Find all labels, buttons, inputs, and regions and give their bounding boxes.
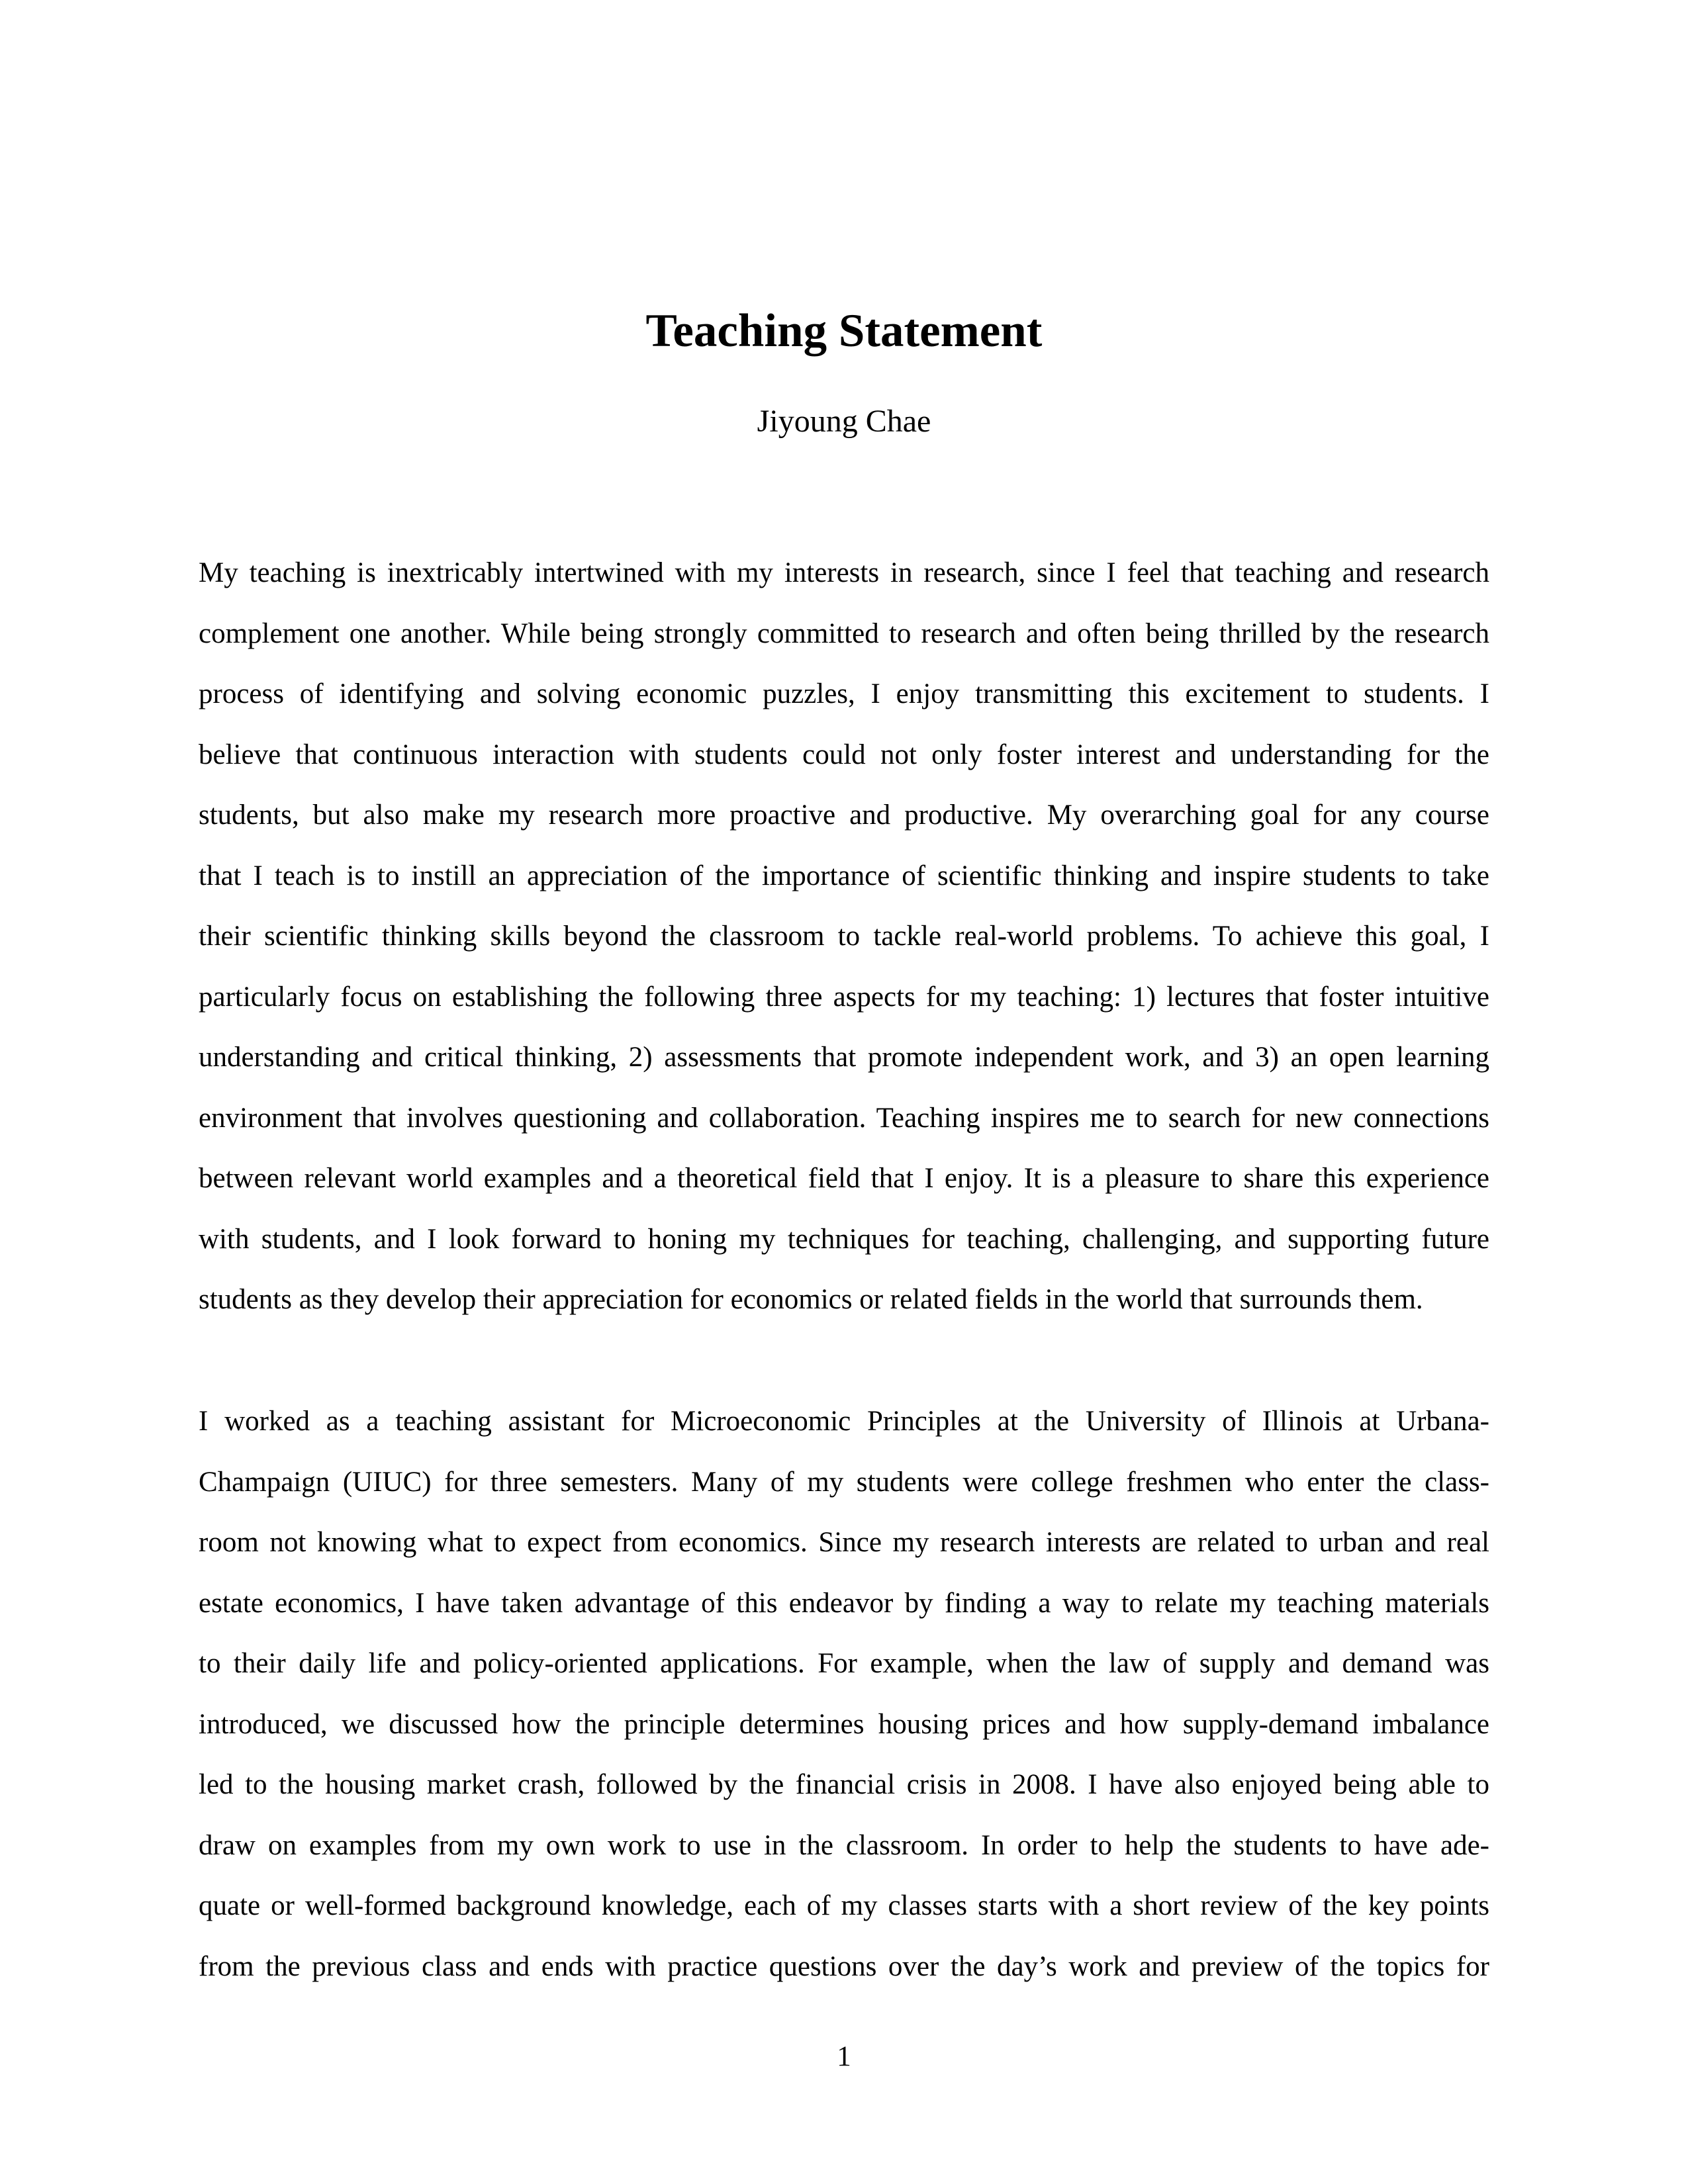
- text-line: estate economics, I have taken advantage of this endeavor by finding a way to relate my teaching materials: [199, 1587, 1489, 1619]
- text-line: Champaign (UIUC) for three semesters. Many of my students were college freshmen who enter the class-: [199, 1466, 1489, 1498]
- text-line: students as they develop their appreciation for economics or related fields in the world that surrounds them.: [199, 1284, 1423, 1315]
- document-title: Teaching Statement: [645, 305, 1043, 357]
- text-line: introduced, we discussed how the principle determines housing prices and how supply-demand imbalance: [199, 1708, 1489, 1740]
- text-line: their scientific thinking skills beyond the classroom to tackle real-world problems. To achieve this goal, I: [199, 921, 1489, 952]
- text-line: environment that involves questioning and collaboration. Teaching inspires me to search for new connections: [199, 1102, 1489, 1134]
- text-line: between relevant world examples and a theoretical field that I enjoy. It is a pleasure to share this experience: [199, 1163, 1489, 1194]
- text-line: process of identifying and solving economic puzzles, I enjoy transmitting this excitement to students. I: [199, 678, 1489, 709]
- author-name: Jiyoung Chae: [757, 404, 931, 439]
- text-line: from the previous class and ends with practice questions over the day’s work and preview of the topics for: [199, 1950, 1489, 1982]
- text-line: draw on examples from my own work to use in the classroom. In order to help the students to have ade-: [199, 1829, 1489, 1861]
- text-line: believe that continuous interaction with students could not only foster interest and understanding for the: [199, 739, 1489, 770]
- paragraph: [199, 1391, 1489, 1997]
- page-number: 1: [837, 2041, 851, 2072]
- text-line: room not knowing what to expect from economics. Since my research interests are related to urban and real: [199, 1527, 1489, 1558]
- text-line: led to the housing market crash, followed by the financial crisis in 2008. I have also enjoyed being able to: [199, 1769, 1489, 1800]
- text-line: understanding and critical thinking, 2) assessments that promote independent work, and 3) an open learning: [199, 1042, 1489, 1073]
- text-line: with students, and I look forward to honing my techniques for teaching, challenging, and supporting future: [199, 1223, 1489, 1255]
- text-line: I worked as a teaching assistant for Microeconomic Principles at the University of Illinois at Urbana-: [199, 1406, 1489, 1437]
- text-line: students, but also make my research more proactive and productive. My overarching goal for any course: [199, 799, 1489, 831]
- text-line: particularly focus on establishing the following three aspects for my teaching: 1) lectures that foster intuitive: [199, 981, 1489, 1013]
- text-line: My teaching is inextricably intertwined with my interests in research, since I feel that teaching and research: [199, 557, 1489, 588]
- text-line: to their daily life and policy-oriented applications. For example, when the law of supply and demand was: [199, 1648, 1489, 1679]
- text-line: complement one another. While being strongly committed to research and often being thrilled by the research: [199, 617, 1489, 649]
- text-line: that I teach is to instill an appreciation of the importance of scientific thinking and inspire students to take: [199, 860, 1489, 891]
- paragraph: [199, 543, 1489, 1330]
- text-line: quate or well-formed background knowledge, each of my classes starts with a short review of the key points: [199, 1890, 1489, 1921]
